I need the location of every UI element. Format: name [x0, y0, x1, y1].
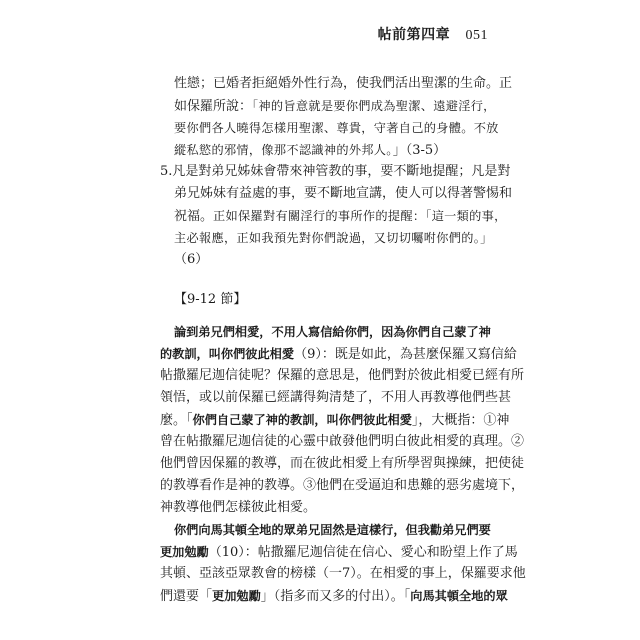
section-heading: 【9-12 節】	[174, 292, 247, 307]
bottom-paragraph-block	[160, 321, 526, 607]
text-line	[160, 321, 491, 343]
body-text: 」（3-5）	[392, 143, 447, 158]
text-line	[160, 519, 491, 541]
text-line: 5.凡是對弟兄姊妹會帶來神管教的事，要不斷地提醒；凡是對	[160, 164, 511, 179]
scripture-quote: 向馬其頓全地的眾	[410, 589, 508, 603]
text-line: 神教導他們怎樣彼此相愛。	[160, 500, 317, 515]
body-text: （10）：帖撒羅尼迦信徒在信心、愛心和盼望上作了馬	[208, 545, 518, 560]
text-line: 其頓、亞該亞眾教會的榜樣（一7）。在相愛的事上，保羅要求他	[160, 566, 526, 581]
body-text: 祝福。	[174, 209, 214, 224]
top-paragraph-block	[160, 73, 513, 271]
text-line: 弟兄姊妹有益處的事，要不斷地宣講，使人可以得著警惕和	[174, 186, 513, 201]
text-line: 帖撒羅尼迦信徒呢？保羅的意思是，他們對於彼此相愛已經有所	[160, 368, 525, 383]
scripture-quote: 縱私慾的邪情，像那不認識神的外邦人。	[174, 143, 393, 157]
text-line: 他們曾因保羅的教導，而在彼此相愛上有所學習與操練，把使徒	[160, 456, 525, 471]
scripture-quote: 你們向馬其頓全地的眾弟兄固然是這樣行，但我勸弟兄們要	[174, 523, 491, 537]
body-text: 」（指多而又多的付出）。「	[260, 589, 411, 604]
text-line	[160, 409, 510, 431]
text-line	[160, 205, 507, 227]
text-line: 性戀；已婚者拒絕婚外性行為，使我們活出聖潔的生命。正	[174, 76, 513, 91]
text-line	[160, 95, 496, 117]
text-line: （6）	[174, 252, 209, 267]
text-line: 曾在帖撒羅尼迦信徒的心靈中啟發他們明白彼此相愛的真理。②	[160, 434, 525, 449]
body-text: 們還要「	[160, 589, 213, 604]
text-line	[160, 343, 517, 365]
chapter-title: 帖前第四章	[377, 27, 451, 43]
body-text: 如保羅所說：	[174, 99, 253, 114]
scripture-quote: 更加勉勵	[160, 545, 209, 559]
text-line: 要你們各人曉得怎樣用聖潔、尊貴，守著自己的身體。不放	[174, 121, 499, 135]
text-line: 的教導看作是神的教導。③他們在受逼迫和患難的惡劣處境下，	[160, 478, 525, 493]
text-line	[160, 585, 508, 607]
scripture-quote: 更加勉勵	[212, 589, 261, 603]
text-line: 主必報應，正如我預先對你們說過，又切切囑咐你們的。」	[174, 231, 493, 245]
text-line	[160, 541, 518, 563]
scripture-quote: 「神的旨意就是要你們成為聖潔、遠避淫行，	[252, 99, 496, 113]
scripture-quote: 的教訓，叫你們彼此相愛	[160, 347, 295, 361]
text-line	[160, 139, 482, 161]
scripture-quote: 論到弟兄們相愛，不用人寫信給你們，因為你們自己蒙了神	[174, 325, 491, 339]
scripture-quote: 正如保羅對有關淫行的事所作的提醒：「這一類的事，	[213, 209, 507, 223]
running-header	[378, 24, 488, 44]
page-number: 051	[465, 28, 488, 43]
body-text: 」，大概指：①神	[411, 413, 510, 428]
body-text: 麼。「	[160, 413, 193, 428]
body-text: （9）：既是如此，為甚麼保羅又寫信給	[294, 347, 517, 362]
scripture-quote: 你們自己蒙了神的教訓，叫你們彼此相愛	[192, 413, 412, 427]
text-line: 領悟，或以前保羅已經講得夠清楚了，不用人再教導他們些甚	[160, 390, 512, 405]
